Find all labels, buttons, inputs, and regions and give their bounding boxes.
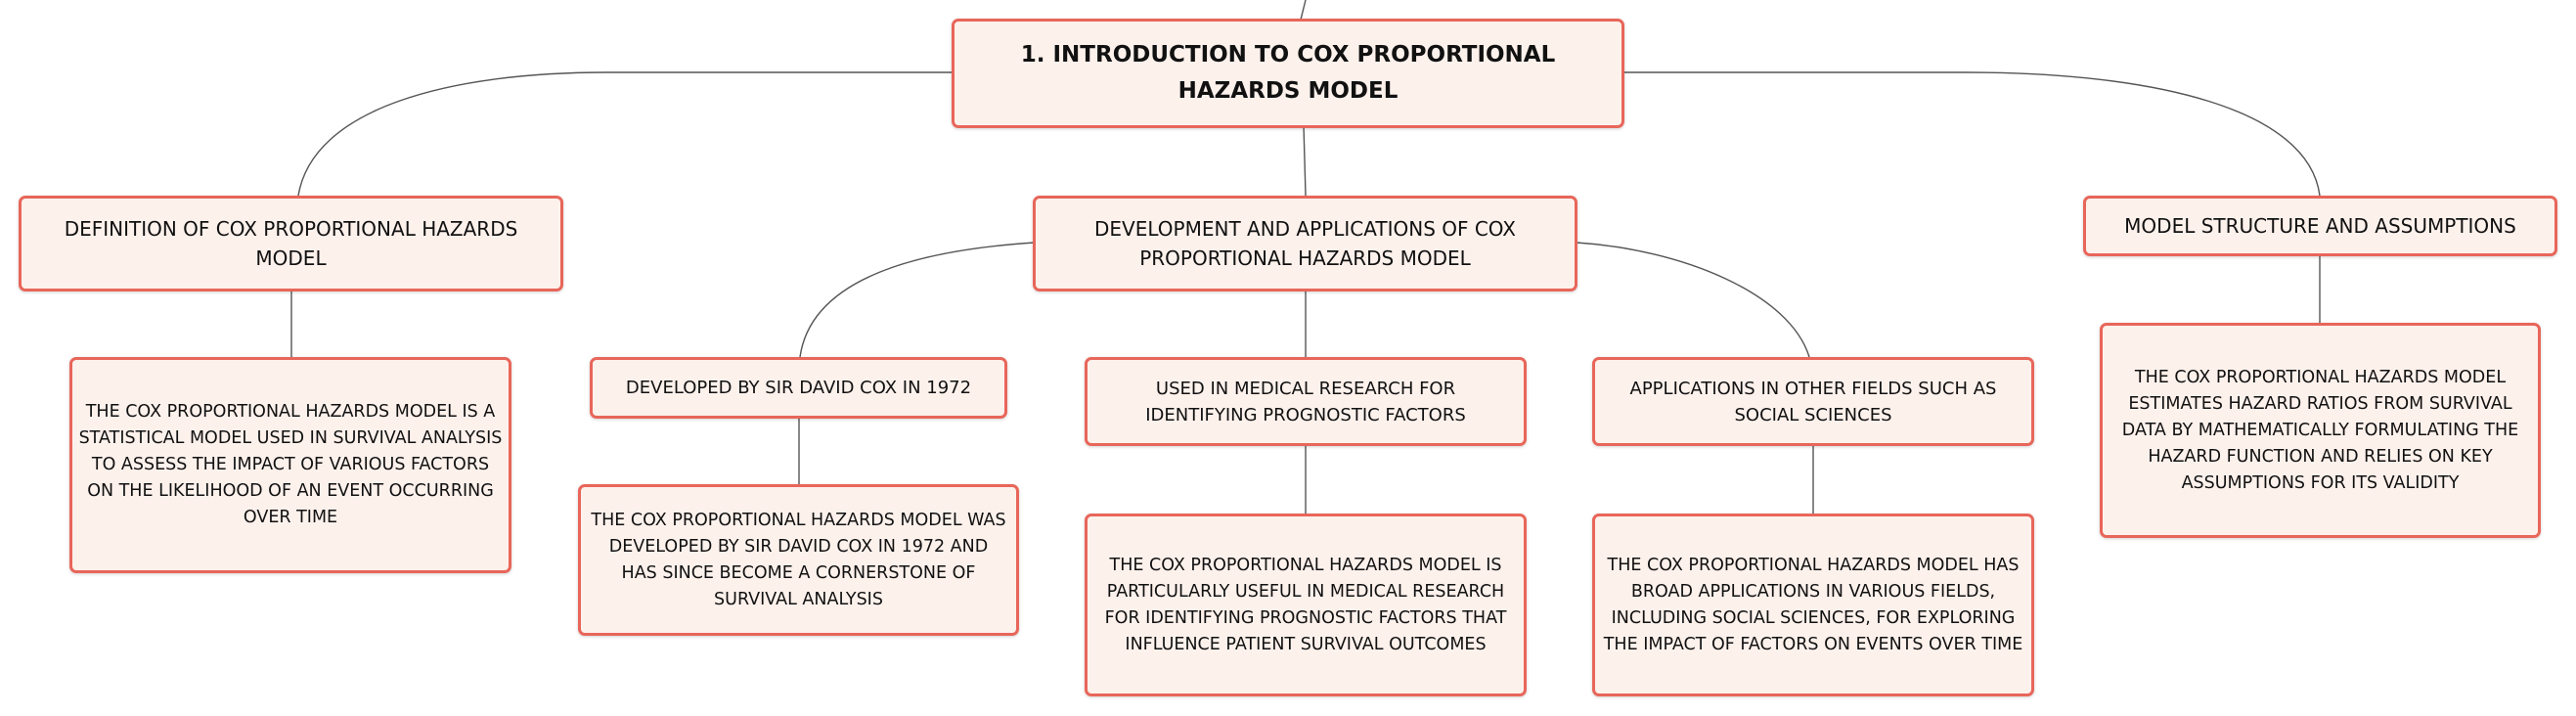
topic-definition[interactable] xyxy=(19,196,563,291)
subtopic-cox-1972-label: DEVELOPED BY SIR DAVID COX IN 1972 xyxy=(625,378,972,398)
topic-definition-label: DEFINITION OF COX PROPORTIONAL HAZARDS MODEL xyxy=(64,217,518,270)
other-fields-description[interactable] xyxy=(1592,514,2034,696)
definition-description[interactable] xyxy=(69,357,511,573)
cox-1972-description[interactable] xyxy=(578,484,1019,636)
topic-development[interactable] xyxy=(1033,196,1577,291)
connector-root-structure xyxy=(1623,72,2320,196)
subtopic-medical-research[interactable] xyxy=(1085,357,1527,446)
topic-structure-label: MODEL STRUCTURE AND ASSUMPTIONS xyxy=(2124,214,2516,238)
connector-development-other xyxy=(1577,243,1809,357)
subtopic-other-fields-label: APPLICATIONS IN OTHER FIELDS SUCH AS SOCIAL SCIENCES xyxy=(1629,378,1997,425)
cox-1972-description-text: THE COX PROPORTIONAL HAZARDS MODEL WAS DEVELOPED BY SIR DAVID COX IN 1972 AND HAS SINCE BECOME A CORNERSTONE OF SURVIVAL ANALYSIS xyxy=(591,510,1006,609)
connector-offscreen-parent xyxy=(1301,0,1306,20)
subtopic-cox-1972[interactable] xyxy=(590,357,1007,419)
subtopic-medical-research-label: USED IN MEDICAL RESEARCH FOR IDENTIFYING PROGNOSTIC FACTORS xyxy=(1145,378,1466,425)
topic-development-label: DEVELOPMENT AND APPLICATIONS OF COX PROPORTIONAL HAZARDS MODEL xyxy=(1094,217,1516,270)
structure-description-text: THE COX PROPORTIONAL HAZARDS MODEL ESTIMATES HAZARD RATIOS FROM SURVIVAL DATA BY MATHEMATICALLY FORMULATING THE HAZARD FUNCTION AND RELIES ON KEY ASSUMPTIONS FOR ITS VALIDITY xyxy=(2121,367,2519,493)
root-topic[interactable] xyxy=(952,19,1624,128)
medical-research-description-text: THE COX PROPORTIONAL HAZARDS MODEL IS PARTICULARLY USEFUL IN MEDICAL RESEARCH FOR IDENTIFYING PROGNOSTIC FACTORS THAT INFLUENCE PATIENT SURVIVAL OUTCOMES xyxy=(1104,555,1507,654)
connector-development-cox1972 xyxy=(800,243,1035,357)
subtopic-other-fields[interactable] xyxy=(1592,357,2034,446)
connector-root-definition xyxy=(298,72,954,196)
medical-research-description[interactable] xyxy=(1085,514,1527,696)
other-fields-description-text: THE COX PROPORTIONAL HAZARDS MODEL HAS BROAD APPLICATIONS IN VARIOUS FIELDS, INCLUDING SOCIAL SCIENCES, FOR EXPLORING THE IMPACT OF FACTORS ON EVENTS OVER TIME xyxy=(1603,555,2023,654)
connector-root-development xyxy=(1304,125,1306,196)
topic-structure[interactable] xyxy=(2083,196,2557,256)
structure-description[interactable] xyxy=(2100,323,2541,538)
root-topic-label: 1. INTRODUCTION TO COX PROPORTIONAL HAZARDS MODEL xyxy=(1020,42,1556,104)
definition-description-text: THE COX PROPORTIONAL HAZARDS MODEL IS A STATISTICAL MODEL USED IN SURVIVAL ANALYSIS TO ASSESS THE IMPACT OF VARIOUS FACTORS ON THE LIKELIHOOD OF AN EVENT OCCURRING OVER TIME xyxy=(78,402,503,527)
